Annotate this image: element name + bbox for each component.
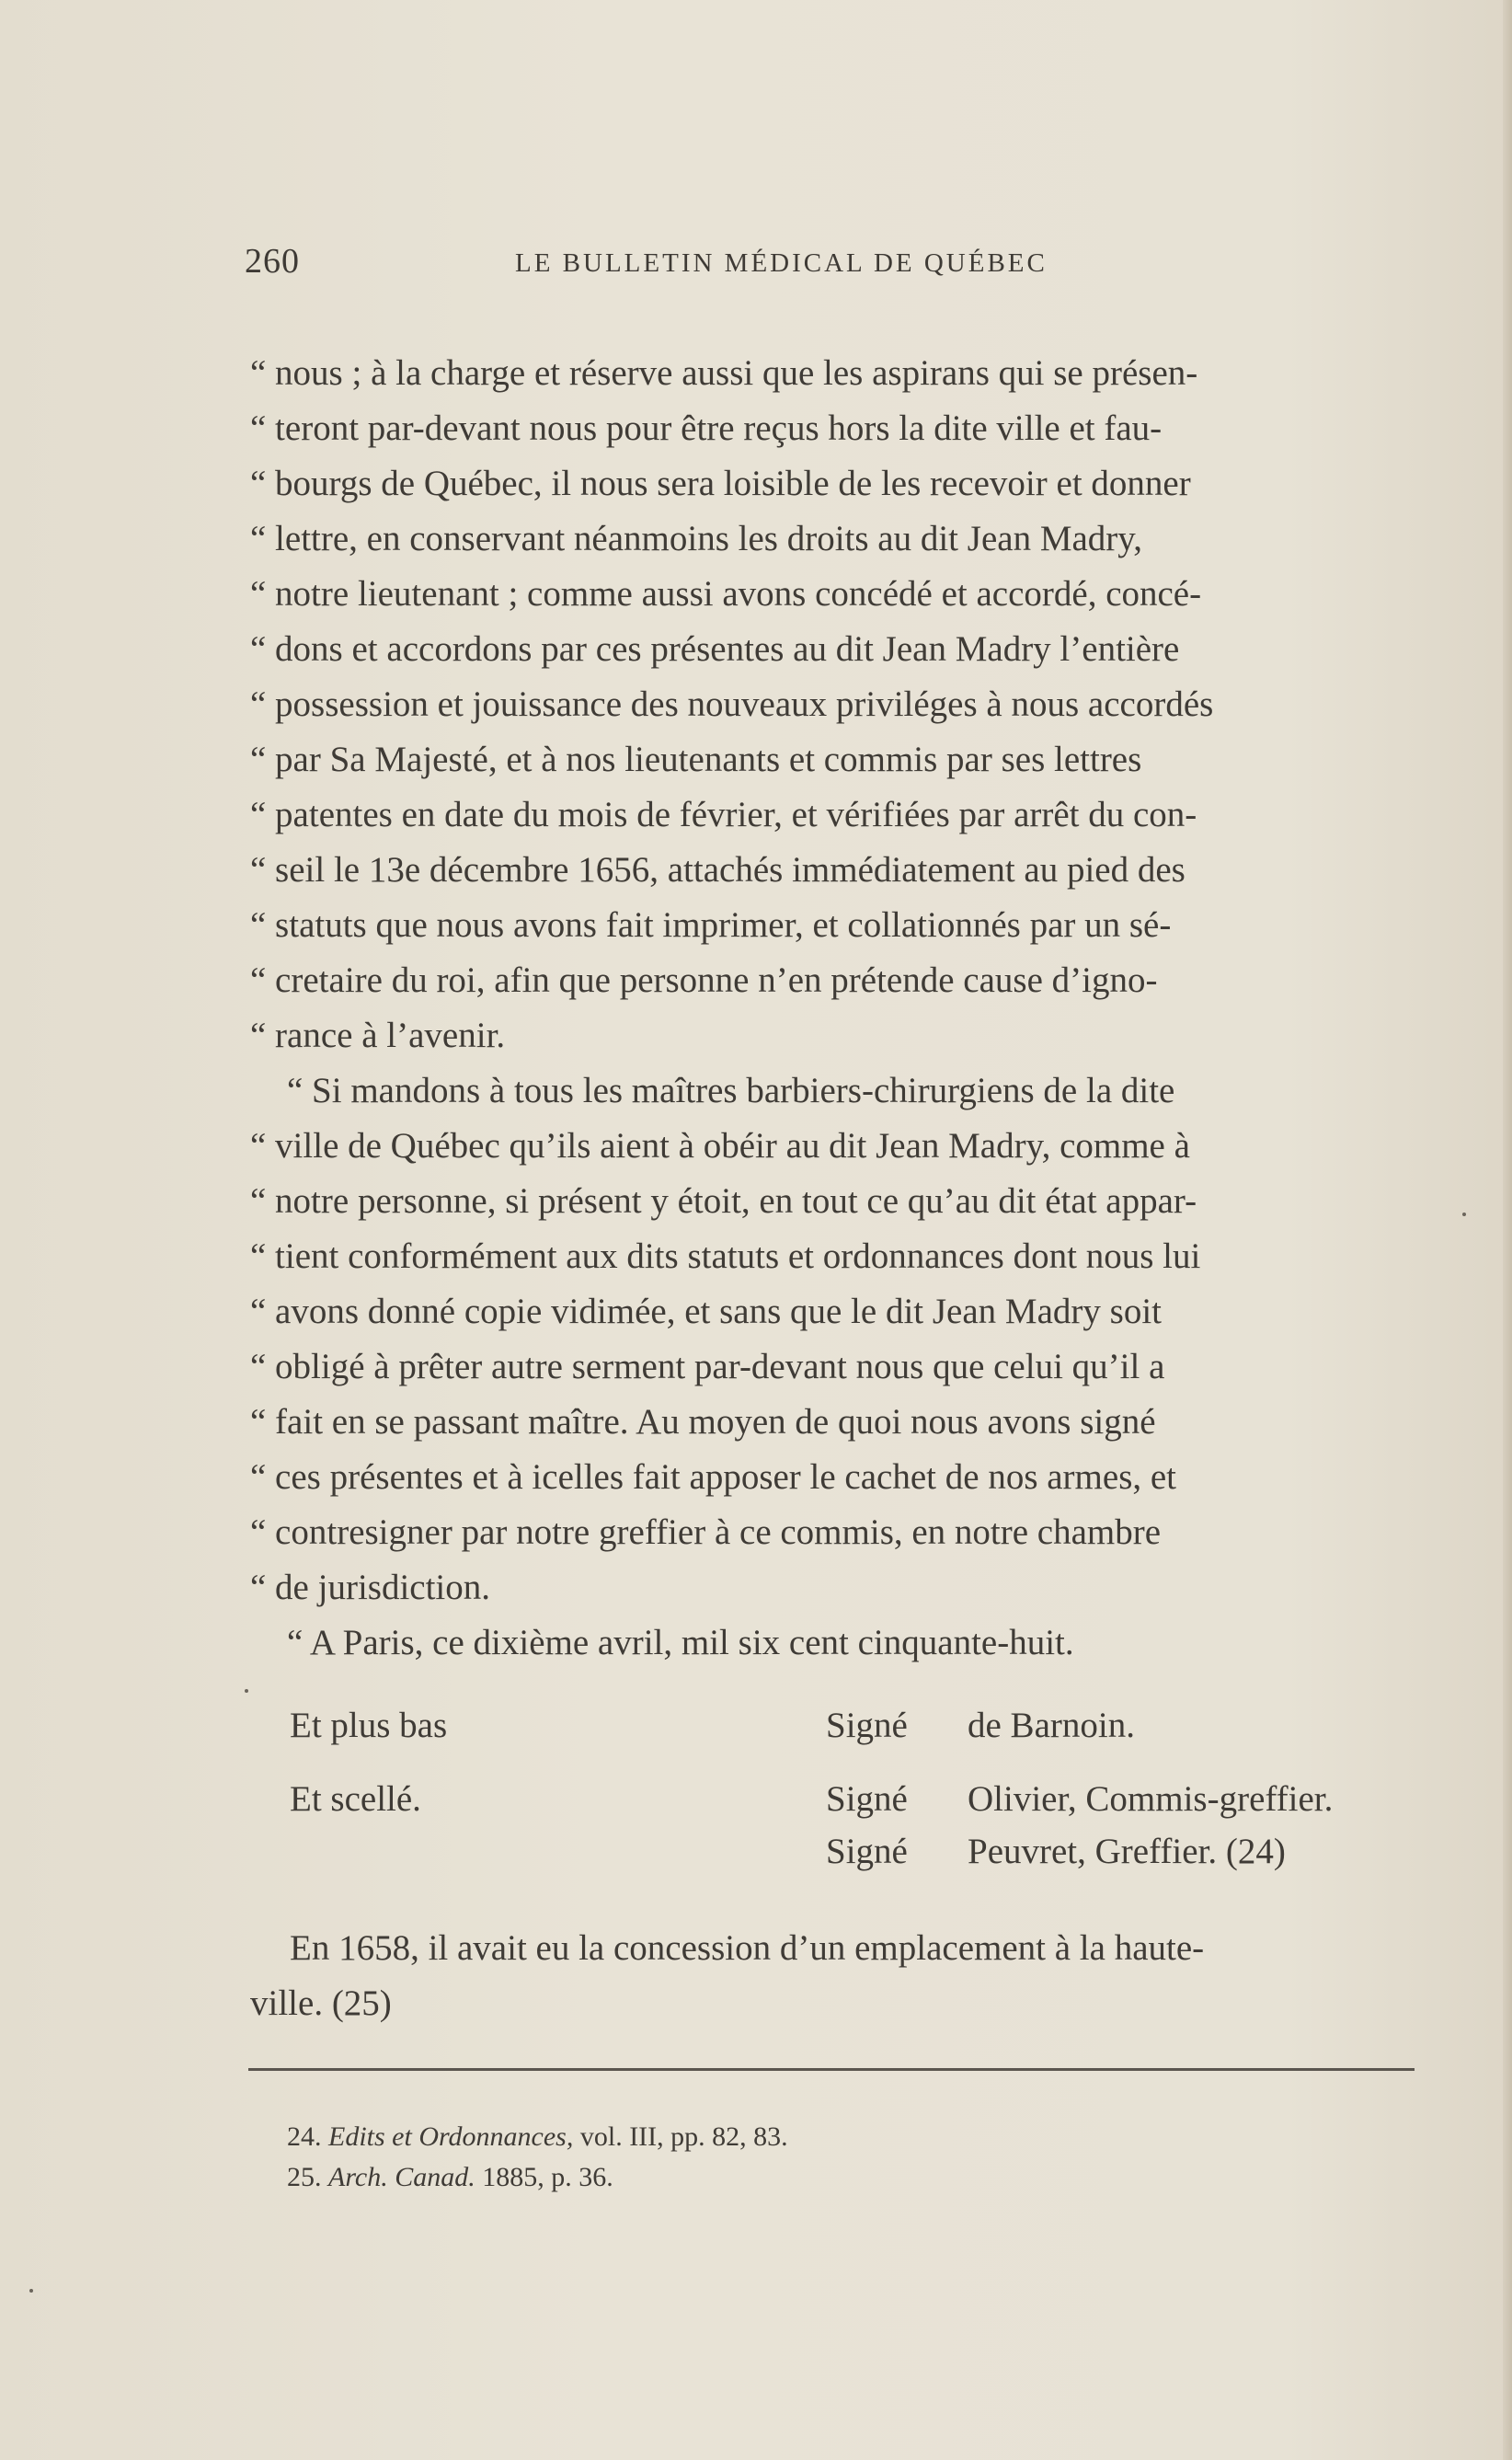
paper-speck [1462, 1213, 1466, 1216]
page-number: 260 [245, 242, 300, 281]
body-line: “ lettre, en conservant néanmoins les droits au dit Jean Madry, [250, 519, 1143, 558]
body-line: “ par Sa Majesté, et à nos lieutenants et commis par ses lettres [250, 740, 1142, 779]
body-line: “ patentes en date du mois de février, et vérifiées par arrêt du con- [250, 795, 1197, 834]
body-line: “ de jurisdiction. [250, 1568, 491, 1607]
footnote [287, 2162, 613, 2193]
body-line: “ notre lieutenant ; comme aussi avons concédé et accordé, concé- [250, 574, 1202, 614]
body-line: “ A Paris, ce dixième avril, mil six cent cinquante-huit. [287, 1623, 1074, 1662]
body-line: “ ville de Québec qu’ils aient à obéir au dit Jean Madry, comme à [250, 1126, 1190, 1166]
paper-speck [245, 1689, 248, 1693]
page-edge [1503, 0, 1512, 2460]
running-head: LE BULLETIN MÉDICAL DE QUÉBEC [515, 248, 1048, 278]
footnote-text: 1885, p. 36. [475, 2162, 613, 2192]
signature-left-label: Et plus bas [290, 1706, 448, 1745]
signatory-name: Olivier, Commis-greffier. [968, 1779, 1334, 1819]
signatory-name: de Barnoin. [968, 1706, 1135, 1745]
footnote-number: 25. [287, 2162, 322, 2192]
body-line: “ bourgs de Québec, il nous sera loisible de les recevoir et donner [250, 464, 1191, 503]
body-line: “ rance à l’avenir. [250, 1016, 506, 1055]
footnote-title: Arch. Canad. [328, 2162, 475, 2192]
footnote-number: 24. [287, 2121, 322, 2152]
body-line: “ dons et accordons par ces présentes au dit Jean Madry l’entière [250, 629, 1180, 669]
footnote-title: Edits et Ordonnances, [328, 2121, 574, 2152]
signe-label: Signé [826, 1832, 908, 1871]
footnote [287, 2121, 788, 2153]
signature-left-label: Et scellé. [290, 1779, 421, 1819]
body-line: “ obligé à prêter autre serment par-devant nous que celui qu’il a [250, 1347, 1165, 1386]
body-line: “ ces présentes et à icelles fait apposer le cachet de nos armes, et [250, 1457, 1177, 1497]
signatory-name: Peuvret, Greffier. (24) [968, 1832, 1286, 1871]
footnote-text: vol. III, pp. 82, 83. [573, 2121, 788, 2152]
signe-label: Signé [826, 1779, 908, 1819]
signe-label: Signé [826, 1706, 908, 1745]
body-line: ville. (25) [250, 1983, 392, 2023]
page-header [245, 241, 1164, 287]
body-line: “ nous ; à la charge et réserve aussi que les aspirans qui se présen- [250, 353, 1198, 393]
body-line: “ avons donné copie vidimée, et sans que le dit Jean Madry soit [250, 1292, 1162, 1331]
body-line: En 1658, il avait eu la concession d’un emplacement à la haute- [290, 1928, 1205, 1968]
body-line: “ contresigner par notre greffier à ce commis, en notre chambre [250, 1512, 1162, 1552]
footnote-rule [248, 2068, 1415, 2071]
body-line: “ Si mandons à tous les maîtres barbiers-chirurgiens de la dite [287, 1071, 1175, 1110]
body-line: “ fait en se passant maître. Au moyen de quoi nous avons signé [250, 1402, 1156, 1442]
body-line: “ statuts que nous avons fait imprimer, et collationnés par un sé- [250, 905, 1172, 945]
body-line: “ cretaire du roi, afin que personne n’en prétende cause d’igno- [250, 960, 1158, 1000]
body-line: “ notre personne, si présent y étoit, en tout ce qu’au dit état appar- [250, 1181, 1197, 1221]
body-line: “ possession et jouissance des nouveaux priviléges à nous accordés [250, 684, 1214, 724]
paper-speck [29, 2289, 33, 2293]
body-line: “ seil le 13e décembre 1656, attachés immédiatement au pied des [250, 850, 1186, 890]
body-line: “ teront par-devant nous pour être reçus hors la dite ville et fau- [250, 408, 1163, 448]
body-line: “ tient conformément aux dits statuts et ordonnances dont nous lui [250, 1236, 1201, 1276]
